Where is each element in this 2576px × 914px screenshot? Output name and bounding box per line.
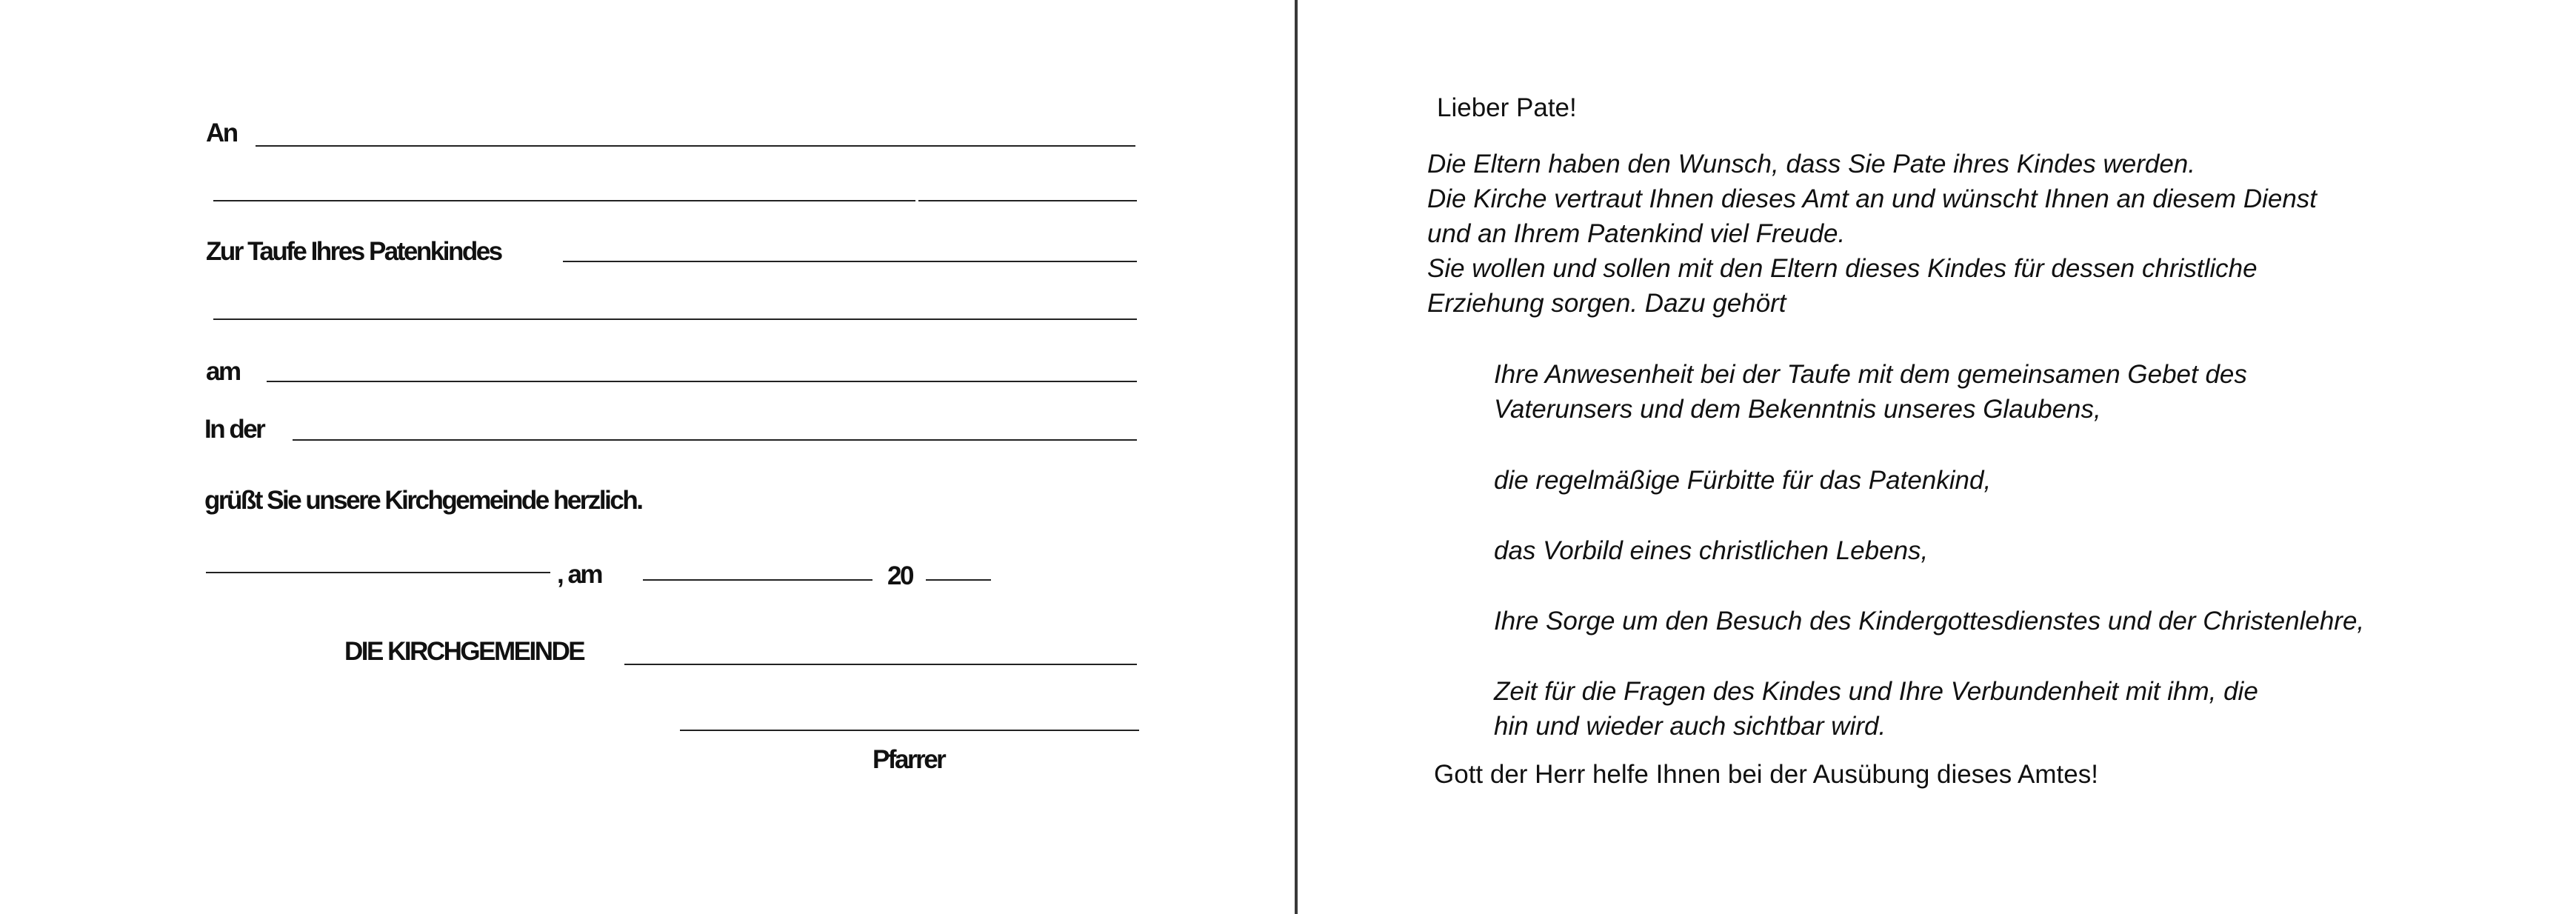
duty-line: Ihre Sorge um den Besuch des Kindergottesdienstes und der Christenlehre, <box>1494 607 2365 636</box>
duty-line: Ihre Anwesenheit bei der Taufe mit dem gemeinsamen Gebet des <box>1494 360 2247 389</box>
duty-item <box>1494 604 2364 638</box>
label-an: An <box>206 119 237 147</box>
duty-line: das Vorbild eines christlichen Lebens, <box>1494 536 1929 565</box>
recipient-line-2b[interactable] <box>918 200 1137 201</box>
intro-line: Erziehung sorgen. Dazu gehört <box>1427 289 1786 318</box>
duty-line: Zeit für die Fragen des Kindes und Ihre Verbundenheit mit ihm, die <box>1494 677 2258 706</box>
intro-line: Sie wollen und sollen mit den Eltern dieses Kindes für dessen christliche <box>1427 254 2258 283</box>
intro-line: Die Kirche vertraut Ihnen dieses Amt an und wünscht Ihnen an diesem Dienst <box>1427 184 2318 213</box>
baptism-place-line[interactable] <box>293 439 1137 441</box>
signing-date-line[interactable] <box>643 579 872 581</box>
duty-line: die regelmäßige Fürbitte für das Patenkind, <box>1494 466 1992 495</box>
label-comma-am: , am <box>557 560 602 589</box>
label-taufe: Zur Taufe Ihres Patenkindes <box>206 237 501 266</box>
duty-line: hin und wieder auch sichtbar wird. <box>1494 712 1886 741</box>
intro-paragraph <box>1427 147 2317 321</box>
intro-line: und an Ihrem Patenkind viel Freude. <box>1427 219 1846 248</box>
label-in-der: In der <box>204 415 264 444</box>
duty-item <box>1494 357 2247 427</box>
intro-line: Die Eltern haben den Wunsch, dass Sie Pate ihres Kindes werden. <box>1427 150 2195 179</box>
baptism-date-line[interactable] <box>267 381 1137 382</box>
letter-page <box>1298 0 2576 914</box>
parish-line[interactable] <box>624 664 1137 665</box>
duty-item <box>1494 533 1928 568</box>
godchild-name-line-2[interactable] <box>213 318 1137 320</box>
greeting-text: grüßt Sie unsere Kirchgemeinde herzlich. <box>204 486 642 515</box>
label-pfarrer: Pfarrer <box>872 745 945 774</box>
year-line[interactable] <box>926 579 991 581</box>
duty-item <box>1494 463 1991 498</box>
label-kirchgemeinde: DIE KIRCHGEMEINDE <box>344 637 584 666</box>
place-line[interactable] <box>206 572 550 573</box>
salutation: Lieber Pate! <box>1437 93 1577 122</box>
label-year: 20 <box>887 561 912 590</box>
recipient-line-2[interactable] <box>213 200 915 201</box>
godchild-name-line[interactable] <box>563 261 1137 262</box>
duty-line: Vaterunsers und dem Bekenntnis unseres Glaubens, <box>1494 395 2101 424</box>
closing-blessing: Gott der Herr helfe Ihnen bei der Ausübung dieses Amtes! <box>1434 760 2098 789</box>
recipient-line-1[interactable] <box>256 145 1135 147</box>
label-am: am <box>206 357 240 386</box>
signature-line[interactable] <box>680 730 1139 731</box>
duty-item <box>1494 674 2258 744</box>
